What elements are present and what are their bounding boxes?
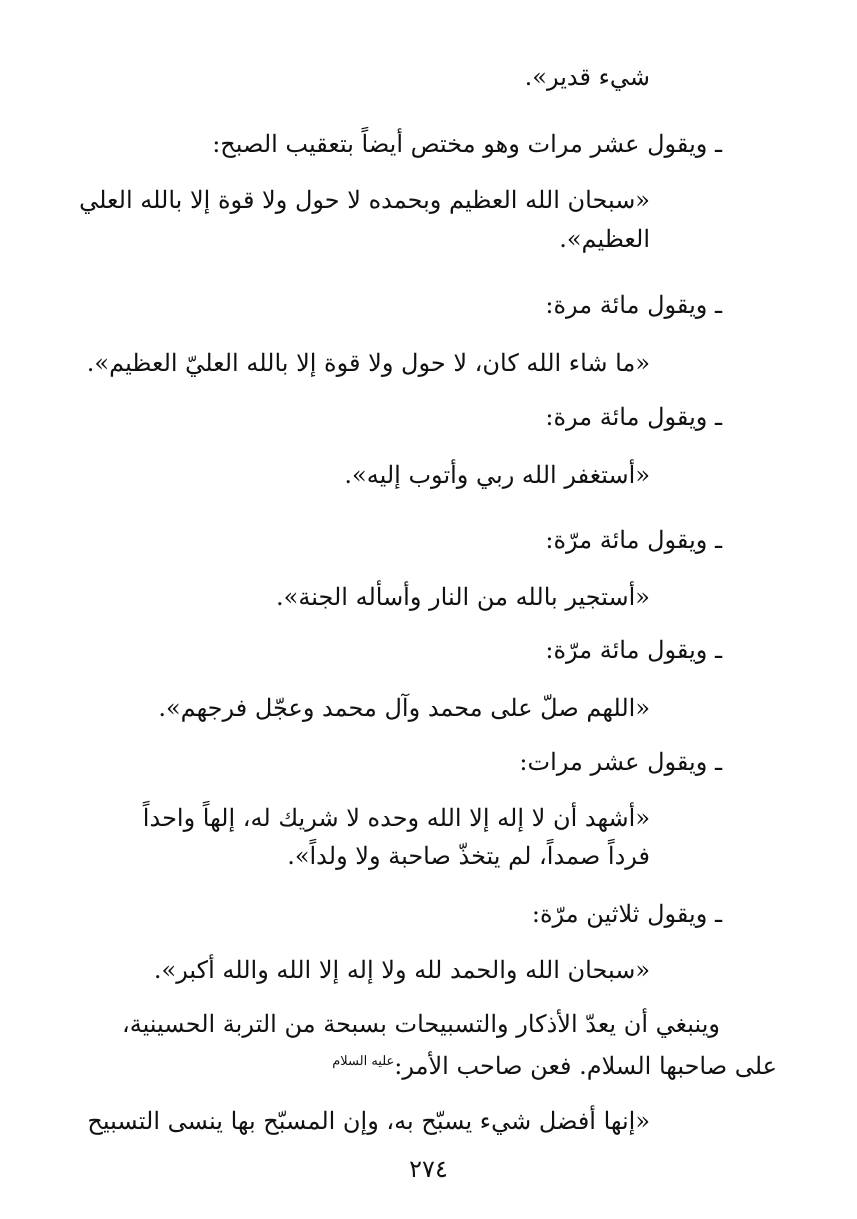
- paragraph-line-19-text: على صاحبها السلام. فعن صاحب الأمر:: [394, 1052, 777, 1080]
- dhikr-line-8: «أستغفر الله ربي وأتوب إليه».: [344, 461, 650, 489]
- instruction-line-11: ـ ويقول مائة مرّة:: [545, 636, 722, 664]
- instruction-line-9: ـ ويقول مائة مرّة:: [545, 526, 722, 554]
- dhikr-line-3: «سبحان الله العظيم وبحمده لا حول ولا قوة إلا بالله العلي: [79, 186, 650, 214]
- instruction-line-16: ـ ويقول ثلاثين مرّة:: [531, 900, 722, 928]
- instruction-line-13: ـ ويقول عشر مرات:: [519, 748, 722, 776]
- dhikr-line-10: «أستجير بالله من النار وأسأله الجنة».: [276, 583, 650, 611]
- dhikr-line-4: العظيم».: [559, 225, 650, 253]
- instruction-line-2: ـ ويقول عشر مرات وهو مختص أيضاً بتعقيب الصبح:: [212, 130, 722, 158]
- instruction-line-5: ـ ويقول مائة مرة:: [545, 291, 722, 319]
- page-number: ٢٧٤: [409, 1155, 448, 1183]
- honorific-glyph-icon: عليه السلام: [332, 1054, 395, 1069]
- paragraph-line-18: وينبغي أن يعدّ الأذكار والتسبيحات بسبحة من التربة الحسينية،: [121, 1010, 720, 1038]
- quote-line-20: «إنها أفضل شيء يسبّح به، وإن المسبّح بها ينسى التسبيح: [87, 1107, 650, 1135]
- text-line-1: شيء قدير».: [524, 63, 650, 91]
- dhikr-line-14: «أشهد أن لا إله إلا الله وحده لا شريك له، إلهاً واحداً: [142, 804, 650, 832]
- instruction-line-7: ـ ويقول مائة مرة:: [545, 403, 722, 431]
- paragraph-line-19: [332, 1045, 777, 1079]
- dhikr-line-15: فرداً صمداً، لم يتخذّ صاحبة ولا ولداً».: [287, 842, 650, 870]
- dhikr-line-12: «اللهم صلّ على محمد وآل محمد وعجّل فرجهم».: [158, 694, 650, 722]
- dhikr-line-6: «ما شاء الله كان، لا حول ولا قوة إلا بالله العليّ العظيم».: [86, 349, 650, 377]
- dhikr-line-17: «سبحان الله والحمد لله ولا إله إلا الله والله أكبر».: [153, 956, 650, 984]
